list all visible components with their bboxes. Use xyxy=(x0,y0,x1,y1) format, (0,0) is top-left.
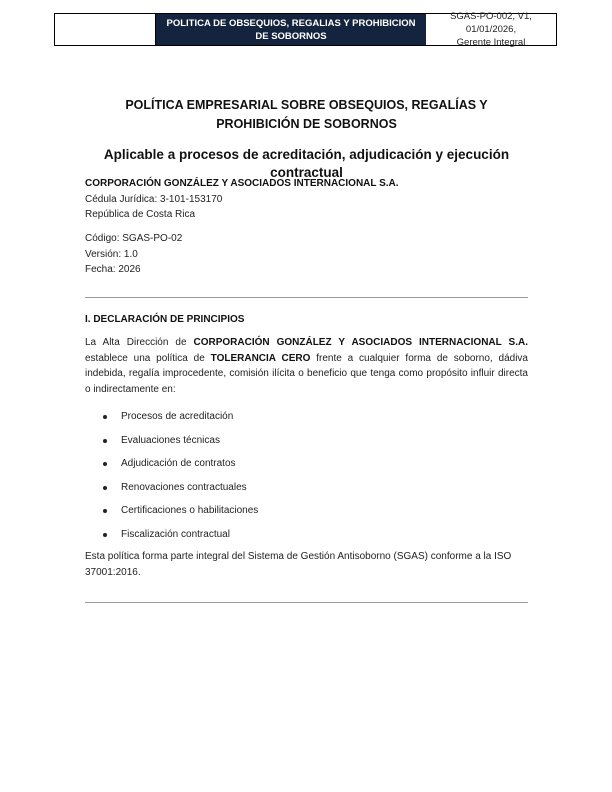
doc-date: Fecha: 2026 xyxy=(85,264,141,275)
doc-version: Versión: 1.0 xyxy=(85,248,138,260)
list-item-text: Evaluaciones técnicas xyxy=(121,434,220,446)
company-name: CORPORACIÓN GONZÁLEZ Y ASOCIADOS INTERNACIONAL S.A. xyxy=(85,178,399,189)
p1-company: CORPORACIÓN GONZÁLEZ Y ASOCIADOS INTERNACIONAL S.A. xyxy=(193,337,529,348)
p1-emphasis: TOLERANCIA CERO xyxy=(210,352,311,364)
list-item xyxy=(85,527,258,551)
closing-paragraph: Esta política forma parte integral del Sistema de Gestión Antisoborno (SGAS) conforme a la ISO 37001:2016. xyxy=(85,551,512,578)
list-item-text: Fiscalización contractual xyxy=(121,528,230,540)
company-cedula: Cédula Jurídica: 3-101-153170 xyxy=(85,193,223,205)
company-country: República de Costa Rica xyxy=(85,209,196,220)
bullet-icon xyxy=(103,415,107,419)
divider xyxy=(85,297,528,298)
bullet-list xyxy=(85,409,258,550)
bullet-icon xyxy=(103,462,107,466)
list-item-text: Certificaciones o habilitaciones xyxy=(121,505,259,516)
document-title: POLÍTICA EMPRESARIAL SOBRE OBSEQUIOS, REGALÍAS Y PROHIBICIÓN DE SOBORNOS xyxy=(125,98,488,131)
page-header xyxy=(54,13,557,46)
bullet-icon xyxy=(103,439,107,443)
header-meta xyxy=(426,11,556,48)
company-info xyxy=(85,176,399,223)
list-item xyxy=(85,433,258,457)
p1-text-c: frente a cualquier forma de soborno, dádiva indebida, regalía improcedente, comisión ilícita o beneficio que tenga como propósito influir directa o indirectamente en: xyxy=(85,352,528,395)
list-item-text: Renovaciones contractuales xyxy=(121,481,247,493)
header-logo-cell xyxy=(55,14,156,45)
list-item xyxy=(85,503,258,527)
p1-text-b: establece una política de xyxy=(85,352,211,364)
header-title: POLITICA DE OBSEQUIOS, REGALIAS Y PROHIBICION DE SOBORNOS xyxy=(156,14,426,45)
list-item-text: Procesos de acreditación xyxy=(121,411,234,422)
doc-code: Código: SGAS-PO-02 xyxy=(85,233,183,244)
divider xyxy=(85,602,528,603)
bullet-icon xyxy=(103,486,107,490)
header-meta-code: SGAS-PO-002, V1, 01/01/2026, xyxy=(450,11,532,35)
p1-text-a: La Alta Dirección de xyxy=(85,337,194,348)
principles-paragraph xyxy=(85,335,528,397)
header-meta-role: Gerente Integral xyxy=(456,37,526,48)
list-item xyxy=(85,456,258,480)
bullet-icon xyxy=(103,509,107,513)
bullet-icon xyxy=(103,533,107,537)
list-item xyxy=(85,480,258,504)
document-subtitle: Aplicable a procesos de acreditación, adjudicación y ejecución contractual xyxy=(103,147,510,180)
list-item-text: Adjudicación de contratos xyxy=(121,458,236,469)
list-item xyxy=(85,409,258,433)
document-info xyxy=(85,231,182,278)
section-heading: I. DECLARACIÓN DE PRINCIPIOS xyxy=(85,314,245,325)
